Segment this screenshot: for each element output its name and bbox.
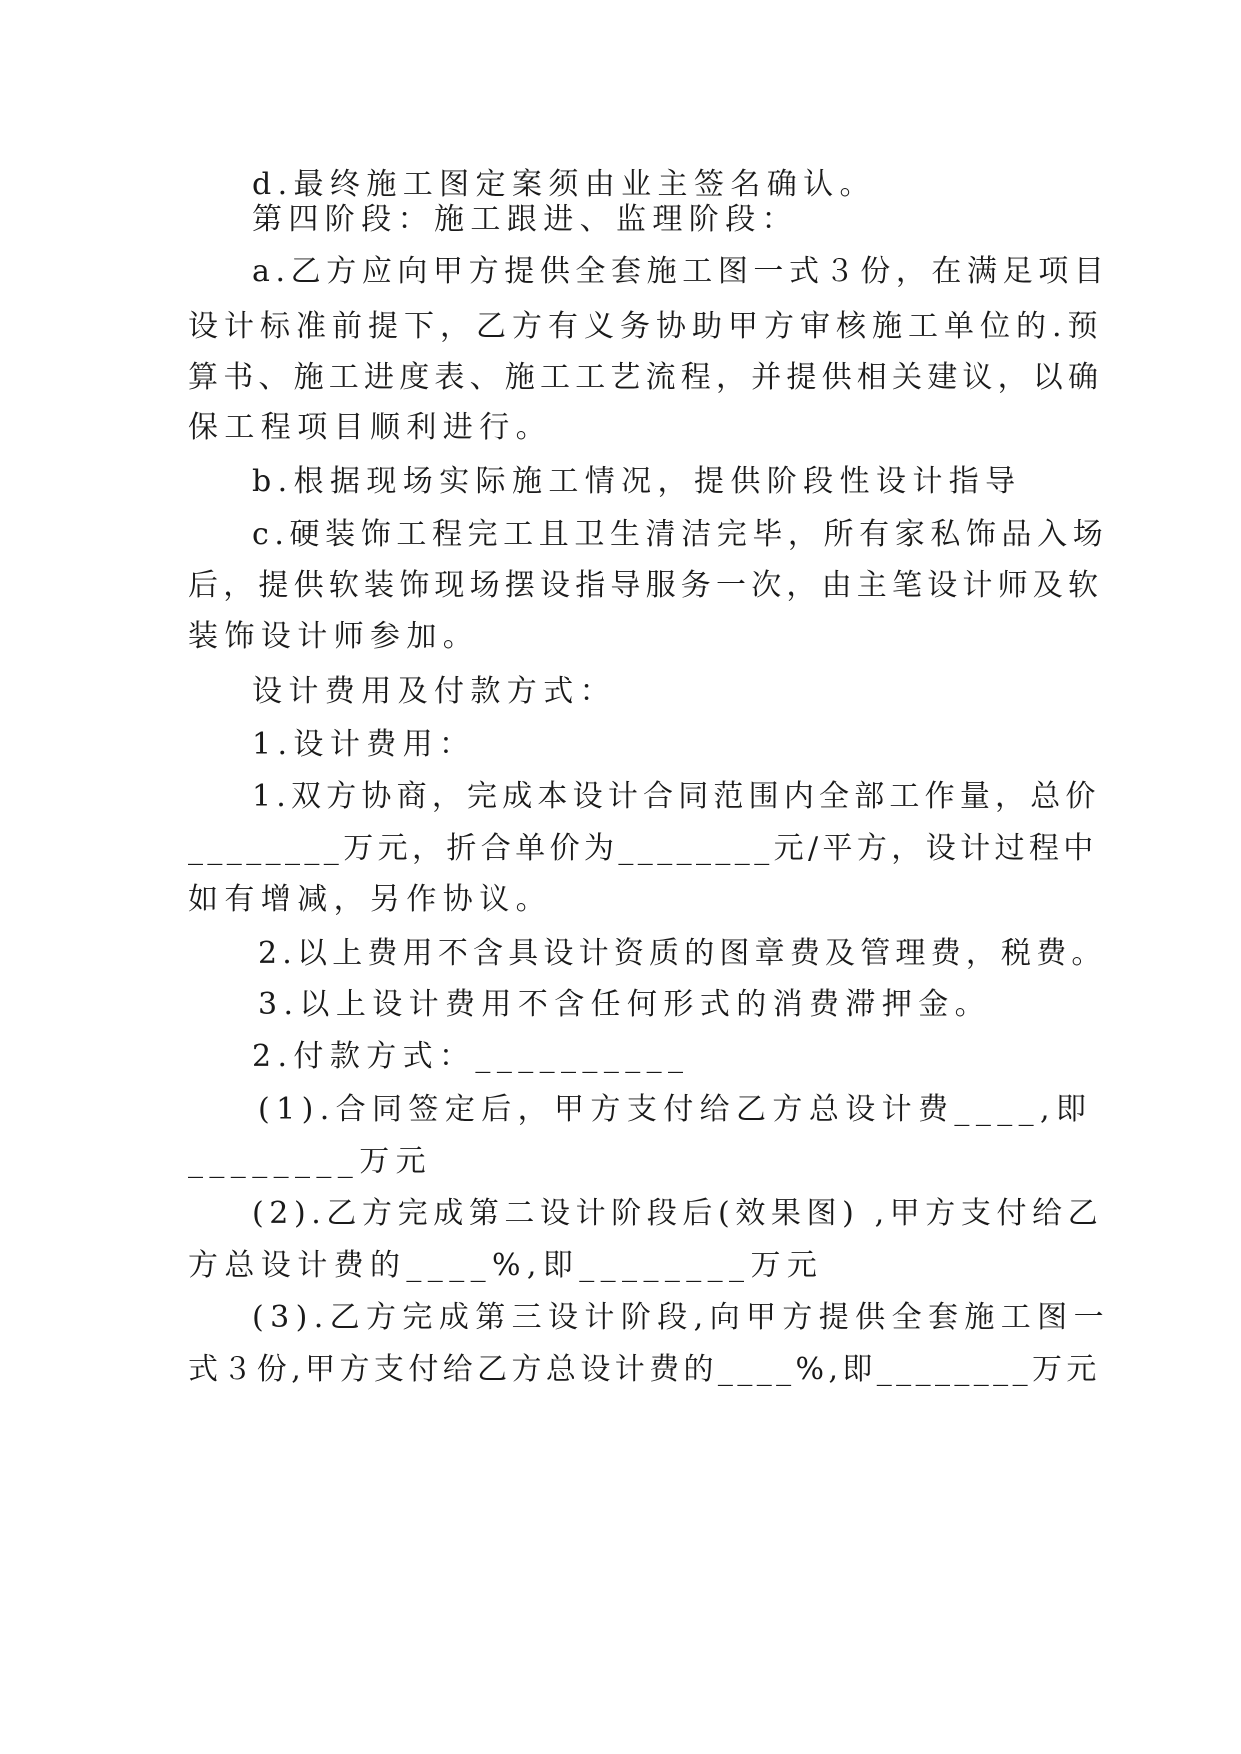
paragraph-line: 算书、施工进度表、施工工艺流程，并提供相关建议，以确: [188, 360, 1104, 395]
paragraph-line: 后，提供软装饰现场摆设指导服务一次，由主笔设计师及软: [188, 568, 1104, 603]
section-heading: 2.付款方式：__________: [252, 1039, 690, 1074]
paragraph-line: 方总设计费的____%,即________万元: [188, 1248, 824, 1283]
paragraph-line: (2).乙方完成第二设计阶段后(效果图) ,甲方支付给乙: [252, 1196, 1104, 1231]
paragraph-line: 设计标准前提下，乙方有义务协助甲方审核施工单位的.预: [188, 309, 1104, 344]
paragraph-line: 1.双方协商，完成本设计合同范围内全部工作量，总价: [252, 779, 1101, 814]
section-heading: 第四阶段：施工跟进、监理阶段：: [252, 202, 798, 237]
section-heading: 设计费用及付款方式：: [252, 674, 616, 709]
paragraph-line: 2.以上费用不含具设计资质的图章费及管理费，税费。: [258, 936, 1107, 971]
paragraph-line: a.乙方应向甲方提供全套施工图一式３份，在满足项目: [252, 254, 1110, 289]
paragraph-line: ________万元: [188, 1144, 432, 1179]
paragraph-line: 如有增减，另作协议。: [188, 882, 552, 917]
paragraph-line: d.最终施工图定案须由业主签名确认。: [252, 167, 876, 202]
section-heading: 1.设计费用：: [252, 727, 476, 762]
paragraph-line: 装饰设计师参加。: [188, 619, 480, 654]
paragraph-line: ________万元，折合单价为________元/平方，设计过程中: [188, 831, 1098, 866]
paragraph-line: b.根据现场实际施工情况，提供阶段性设计指导: [252, 464, 1022, 499]
paragraph-line: 式３份,甲方支付给乙方总设计费的____%,即________万元: [188, 1352, 1101, 1387]
paragraph-line: (1).合同签定后，甲方支付给乙方总设计费____,即: [258, 1092, 1093, 1127]
paragraph-line: (3).乙方完成第三设计阶段,向甲方提供全套施工图一: [252, 1300, 1110, 1335]
paragraph-line: c.硬装饰工程完工且卫生清洁完毕，所有家私饰品入场: [252, 517, 1109, 552]
paragraph-line: 保工程项目顺利进行。: [188, 410, 552, 445]
paragraph-line: 3.以上设计费用不含任何形式的消费滞押金。: [258, 987, 992, 1022]
